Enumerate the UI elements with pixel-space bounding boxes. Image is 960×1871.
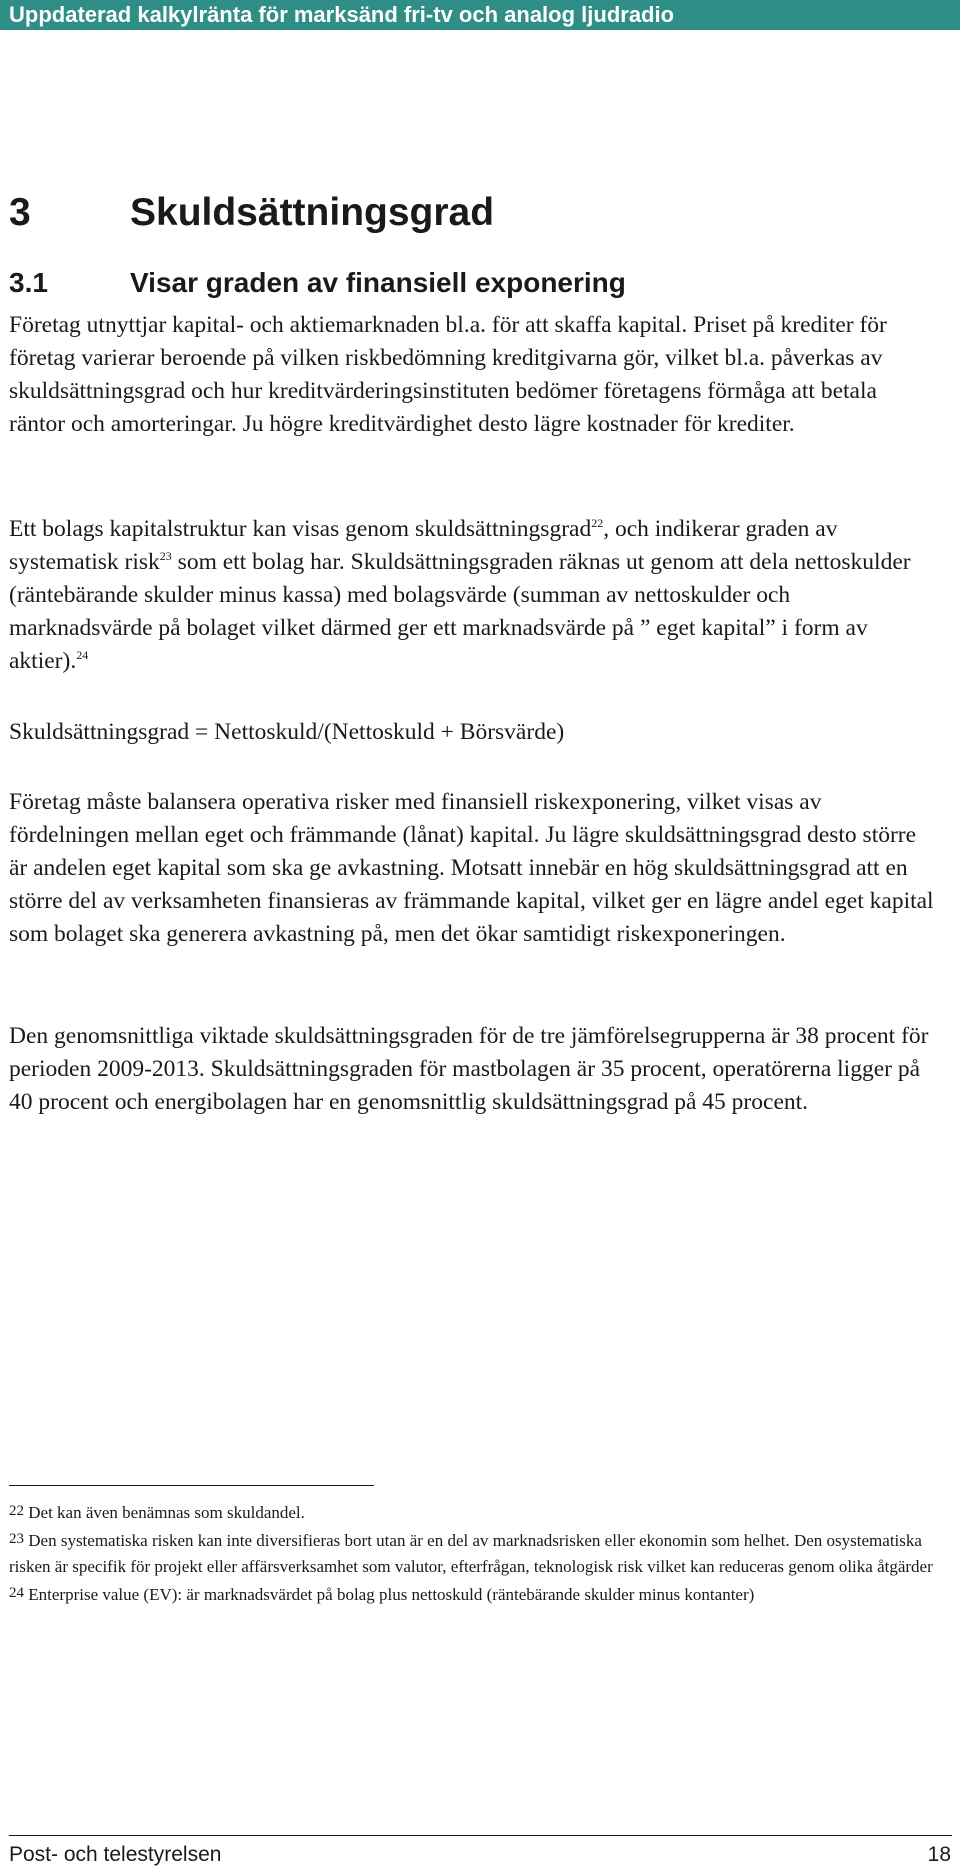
subsection-heading: [9, 266, 626, 300]
paragraph-credit-pricing: Företag utnyttjar kapital- och aktiemarknaden bl.a. för att skaffa kapital. Priset på krediter för företag varierar beroende på vilken riskbedömning kreditgivarna gör, vilket bl.a. påverkas av skuldsättningsgrad och hur kreditvärderingsinstituten bedömer företagens förmåga att betala räntor och amorteringar. Ju högre kreditvärdighet desto lägre kostnader för krediter.: [9, 312, 887, 437]
section-heading: [9, 190, 494, 236]
footnote-number: 24: [9, 1585, 24, 1601]
footnote-number: 22: [9, 1503, 24, 1519]
footnote-ref-22[interactable]: 22: [591, 516, 604, 530]
footnote-22: [9, 1498, 934, 1526]
footnote-text: Enterprise value (EV): är marknadsvärdet på bolag plus nettoskuld (räntebärande skulder minus kontanter): [28, 1585, 755, 1604]
footer-divider: [9, 1835, 952, 1836]
footnote-23: [9, 1526, 934, 1580]
footer-organization: Post- och telestyrelsen: [9, 1843, 222, 1866]
footnote-ref-24[interactable]: 24: [76, 648, 89, 662]
section-number: 3: [9, 191, 31, 234]
document-header-bar: [0, 0, 960, 30]
footnote-ref-23[interactable]: 23: [159, 549, 172, 563]
section-title: Skuldsättningsgrad: [130, 191, 495, 234]
footnote-number: 23: [9, 1531, 24, 1547]
footnote-divider: [9, 1485, 374, 1486]
paragraph-text: Ett bolags kapitalstruktur kan visas genom skuldsättningsgrad: [9, 516, 592, 542]
paragraph-text: , och indikerar graden av systematisk risk: [9, 516, 838, 575]
paragraph-capital-structure: [9, 513, 934, 678]
footnote-24: [9, 1580, 934, 1608]
page-number: 18: [927, 1843, 951, 1866]
document-header-title: Uppdaterad kalkylränta för marksänd fri-tv och analog ljudradio: [9, 2, 675, 27]
subsection-title: Visar graden av finansiell exponering: [130, 267, 626, 298]
footnote-text: Det kan även benämnas som skuldandel.: [28, 1503, 305, 1522]
formula-debt-ratio: Skuldsättningsgrad = Nettoskuld/(Nettoskuld + Börsvärde): [9, 719, 565, 745]
paragraph-text: som ett bolag har. Skuldsättningsgraden räknas ut genom att dela nettoskulder (räntebärande skulder minus kassa) med bolagsvärde (summan av nettoskulder och marknadsvärde på bolaget vilket därmed ger ett marknadsvärde på ” eget kapital” i form av aktier).: [9, 549, 911, 674]
paragraph-average-debt-ratio: Den genomsnittliga viktade skuldsättningsgraden för de tre jämförelsegrupperna är 38 procent för perioden 2009-2013. Skuldsättningsgraden för mastbolagen är 35 procent, operatörerna ligger på 40 procent och energibolagen har en genomsnittlig skuldsättningsgrad på 45 procent.: [9, 1023, 929, 1115]
subsection-number: 3.1: [9, 267, 48, 298]
paragraph-risk-balance: Företag måste balansera operativa risker med finansiell riskexponering, vilket visas av fördelningen mellan eget och främmande (lånat) kapital. Ju lägre skuldsättningsgrad desto större är andelen eget kapital som ska ge avkastning. Motsatt innebär en hög skuldsättningsgrad att en större del av verksamheten finansieras av främmande kapital, vilket ger en lägre andel eget kapital som bolaget ska generera avkastning på, men det ökar samtidigt riskexponeringen.: [9, 789, 934, 947]
footnotes: [9, 1498, 934, 1608]
footnote-text: Den systematiska risken kan inte diversifieras bort utan är en del av marknadsrisken eller ekonomin som helhet. Den osystematiska risken är specifik för projekt eller affärsverksamhet som valutor, efterfrågan, teknologisk risk vilket kan reduceras genom olika åtgärder: [9, 1531, 933, 1576]
